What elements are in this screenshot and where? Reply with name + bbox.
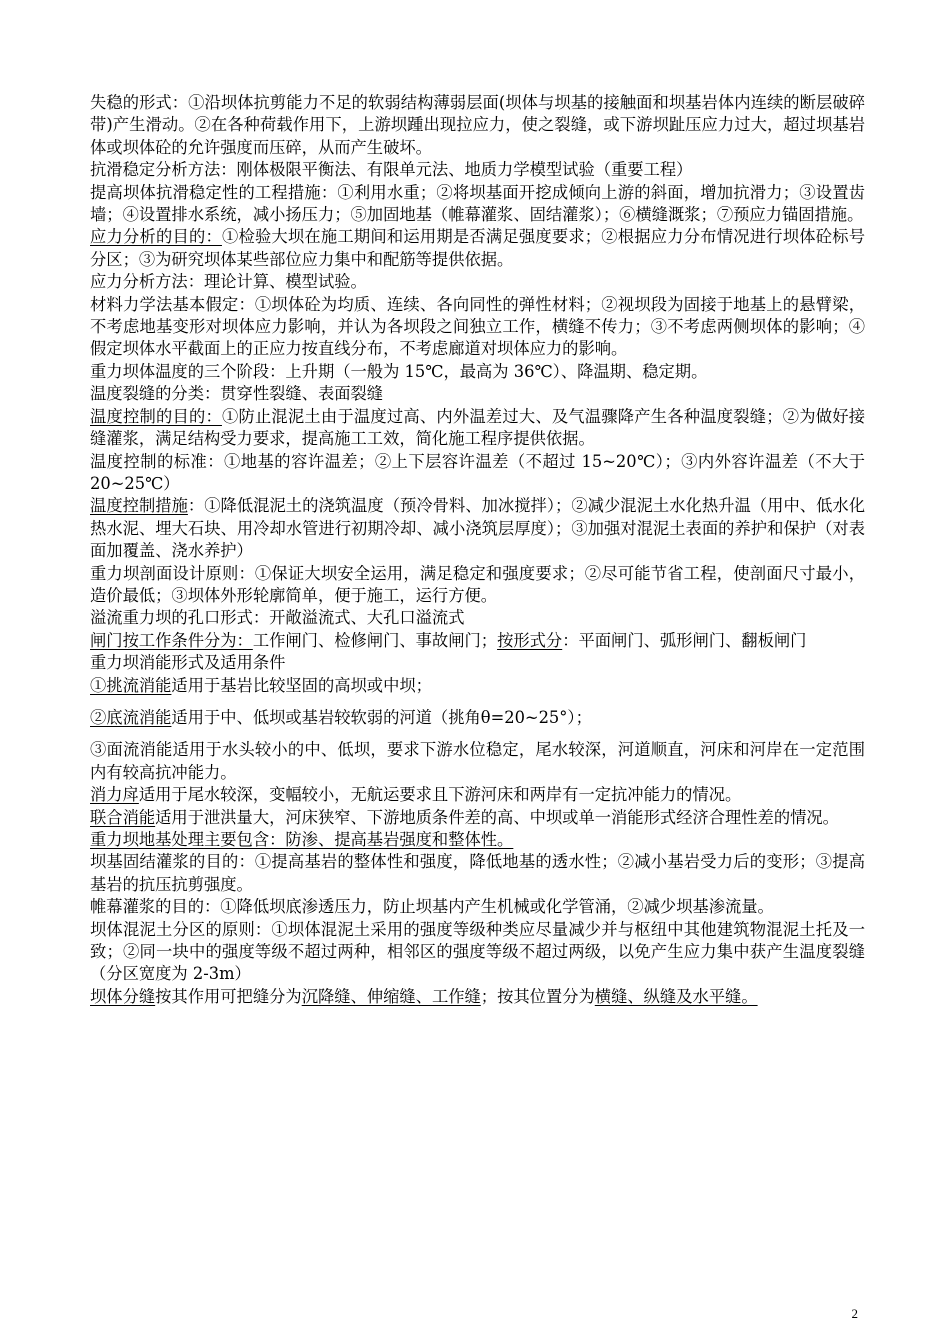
- text-run: 温度控制的标准：①地基的容许温差；②上下层容许温差（不超过 15~20℃）；③内外容许温差（不大于 20~25℃）: [90, 451, 865, 493]
- paragraph: [90, 406, 865, 451]
- text-run: ①防止混泥土由于温度过高、内外温差过大、及气温骤降产生各种温度裂缝；②为做好接缝灌浆，满足结构受力要求，提高施工工效，简化施工程序提供依据。: [90, 406, 865, 449]
- underlined-text: 重力坝地基处理主要包含：防渗、提高基岩强度和整体性。: [90, 830, 514, 849]
- paragraph: [90, 652, 865, 674]
- text-run: 适用于基岩比较坚固的高坝或中坝；: [171, 675, 432, 695]
- page-number: 2: [851, 1306, 858, 1321]
- text-run: 按其作用可把缝分为: [155, 986, 302, 1006]
- text-run: 适用于泄洪量大，河床狭窄、下游地质条件差的高、中坝或单一消能形式经济合理性差的情况。: [155, 807, 839, 827]
- paragraph: [90, 829, 865, 851]
- paragraph-spacer: [90, 697, 865, 707]
- text-run: 工作闸门、检修闸门、事故闸门；: [252, 630, 498, 650]
- paragraph: [90, 807, 865, 829]
- paragraph: [90, 271, 865, 293]
- underlined-text: ②底流消能: [90, 707, 172, 727]
- paragraph: [90, 361, 865, 383]
- paragraph: [90, 563, 865, 608]
- underlined-text: 闸门按工作条件分为：: [90, 630, 253, 650]
- text-run: 失稳的形式：①沿坝体抗剪能力不足的软弱结构薄弱层面(坝体与坝基的接触面和坝基岩体内连续的断层破碎带)产生滑动。②在各种荷载作用下，上游坝踵出现拉应力，使之裂缝，或下游坝趾压应力过大，超过坝基岩体或坝体砼的允许强度而压碎，从而产生破坏。: [90, 93, 865, 157]
- text-run: 重力坝剖面设计原则：①保证大坝安全运用，满足稳定和强度要求；②尽可能节省工程，使剖面尺寸最小，造价最低；③坝体外形轮廓简单，便于施工，运行方便。: [90, 563, 865, 605]
- text-run: 重力坝消能形式及适用条件: [90, 653, 286, 673]
- paragraph: [90, 784, 865, 806]
- text-run: ：①降低混泥土的浇筑温度（预冷骨料、加冰搅拌）；②减少混泥土水化热升温（用中、低水化热水泥、埋大石块、用冷却水管进行初期冷却、减小浇筑层厚度）；③加强对混泥土表面的养护和保护（对表面加覆盖、浇水养护）: [90, 496, 865, 561]
- underlined-text: 温度控制的目的：: [90, 406, 222, 426]
- underlined-text: 应力分析的目的：: [90, 227, 222, 247]
- text-run: 适用于尾水较深，变幅较小，无航运要求且下游河床和两岸有一定抗冲能力的情况。: [138, 785, 742, 805]
- paragraph: [90, 896, 865, 918]
- text-run: 适用于中、低坝或基岩较软弱的河道（挑角θ=20~25°）；: [171, 707, 592, 727]
- paragraph: [90, 607, 865, 629]
- paragraph: [90, 159, 865, 181]
- underlined-text: 温度控制措施: [90, 496, 188, 516]
- text-run: ；按其位置分为: [480, 986, 595, 1006]
- paragraph: [90, 630, 865, 652]
- text-run: ③面流消能适用于水头较小的中、低坝，要求下游水位稳定，尾水较深，河道顺直，河床和河岸在一定范围内有较高抗冲能力。: [90, 740, 865, 782]
- text-run: ：平面闸门、弧形闸门、翻板闸门: [562, 630, 807, 650]
- text-run: ①检验大坝在施工期间和运用期是否满足强度要求；②根据应力分布情况进行坝体砼标号分区；③为研究坝体某些部位应力集中和配筋等提供依据。: [90, 227, 865, 269]
- paragraph: [90, 294, 865, 361]
- text-run: 坝体混泥土分区的原则：①坝体混泥土采用的强度等级种类应尽量减少并与枢纽中其他建筑物混泥土托及一致；②同一块中的强度等级不超过两种，相邻区的强度等级不超过两级，以免产生应力集中获产生温度裂缝（分区宽度为 2-3m）: [90, 919, 865, 984]
- underlined-text: ①挑流消能: [90, 675, 172, 695]
- underlined-text: 按形式分: [497, 630, 563, 650]
- text-run: 抗滑稳定分析方法：刚体极限平衡法、有限单元法、地质力学模型试验（重要工程）: [90, 160, 693, 180]
- text-run: 温度裂缝的分类：贯穿性裂缝、表面裂缝: [90, 384, 384, 404]
- paragraph: [90, 851, 865, 896]
- underlined-text: 联合消能: [90, 807, 156, 827]
- text-run: 材料力学法基本假定：①坝体砼为均质、连续、各向同性的弹性材料；②视坝段为固接于地基上的悬臂梁，不考虑地基变形对坝体应力影响，并认为各坝段之间独立工作，横缝不传力；③不考虑两侧坝体的影响；④假定坝体水平截面上的正应力按直线分布，不考虑廊道对坝体应力的影响。: [90, 294, 865, 359]
- underlined-text: 消力戽: [90, 785, 139, 805]
- text-run: 重力坝体温度的三个阶段：上升期（一般为 15℃，最高为 36℃）、降温期、稳定期。: [90, 361, 708, 381]
- paragraph: [90, 383, 865, 405]
- text-run: 坝基固结灌浆的目的：①提高基岩的整体性和强度，降低地基的透水性；②减小基岩受力后的变形；③提高基岩的抗压抗剪强度。: [90, 852, 865, 894]
- underlined-text: 横缝、纵缝及水平缝。: [594, 986, 758, 1006]
- paragraph-spacer: [90, 729, 865, 739]
- document-body: [90, 92, 865, 1008]
- paragraph: [90, 739, 865, 784]
- paragraph: [90, 986, 865, 1008]
- paragraph: [90, 919, 865, 986]
- text-run: 帷幕灌浆的目的：①降低坝底渗透压力，防止坝基内产生机械或化学管涌，②减少坝基渗流量。: [90, 897, 774, 917]
- paragraph: [90, 707, 865, 729]
- text-run: 溢流重力坝的孔口形式：开敞溢流式、大孔口溢流式: [90, 608, 465, 628]
- paragraph: [90, 92, 865, 159]
- underlined-text: 坝体分缝: [90, 986, 156, 1006]
- paragraph: [90, 182, 865, 227]
- underlined-text: 沉降缝、伸缩缝、工作缝: [301, 986, 481, 1006]
- paragraph: [90, 495, 865, 562]
- paragraph: [90, 451, 865, 496]
- paragraph: [90, 226, 865, 271]
- text-run: 应力分析方法：理论计算、模型试验。: [90, 272, 367, 292]
- paragraph: [90, 675, 865, 697]
- text-run: 提高坝体抗滑稳定性的工程措施：①利用水重；②将坝基面开挖成倾向上游的斜面，增加抗滑力；③设置齿墙；④设置排水系统，减小扬压力；⑤加固地基（帷幕灌浆、固结灌浆）；⑥横缝溉浆；⑦预应力锚固措施。: [90, 182, 865, 225]
